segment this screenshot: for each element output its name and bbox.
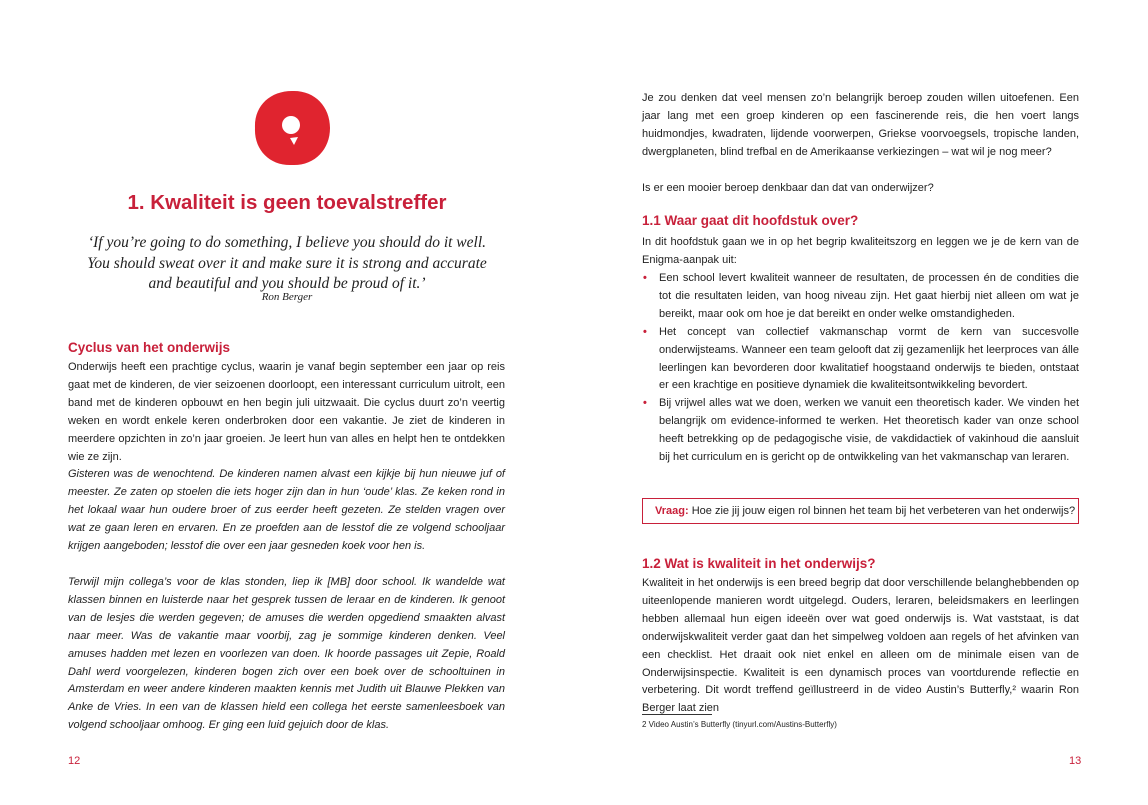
- epigraph-quote: ‘If you’re going to do something, I believe you should do it well. You should sweat over it and make sure it is strong and accurate and beautiful and you should be proud of it.’: [87, 234, 487, 292]
- page-number-left: 12: [68, 755, 81, 767]
- question-label: Vraag:: [655, 505, 689, 517]
- heading-1-2: 1.2 Wat is kwaliteit in het onderwijs?: [642, 556, 876, 571]
- paragraph-walk-through-school: Terwijl mijn collega’s voor de klas stonden, liep ik [MB] door school. Ik wandelde wat klassen binnen en luisterde naar het gesprek tussen de leraar en de kinderen. Ik genoot van de lesjes die werden gegeven; de amuses die werden opgediend smaakten alvast naar meer. Was de vakantie maar voorbij, zag je sommige kinderen denken. Veel amuses hadden met lezen en voorlezen van doen. Ik hoorde passages uit Zepie, Roald Dahl werd voorgelezen, kinderen bogen zich over een boek over de schooltuinen in Amsterdam en weer andere kinderen maakten kennis met Judith uit Blauwe Plekken van Anke de Vries. In een van de klassen hield een collega het eerste samenleesboek van volgend schooljaar omhoog. Er ging een luid gejuich door de klas.: [68, 576, 505, 732]
- footnote-divider: [642, 714, 712, 715]
- bullet-icon: •: [643, 397, 647, 410]
- question-box: [642, 498, 1079, 524]
- paragraph-wenochtend: Gisteren was de wenochtend. De kinderen namen alvast een kijkje bij hun nieuwe juf of meester. Ze zaten op stoelen die iets hoger zijn dan in hun ‘oude’ klas. Ze keken rond in het lokaal waar hun oudere broer of zus eerder heeft gezeten. Ze stelden vragen over wat ze gaan leren en ervaren. En ze proefden aan de lesstof die ze volgend schooljaar krijgen aangeboden; lesstof die over een jaar gesneden koek voor hen is.: [68, 468, 505, 552]
- bullet-icon: •: [643, 272, 647, 284]
- bullet-icon: •: [643, 325, 647, 338]
- enigma-logo-icon: [252, 88, 332, 168]
- page-number-right: 13: [1069, 755, 1082, 767]
- paragraph-question-profession: Is er een mooier beroep denkbaar dan dat van onderwijzer?: [642, 182, 934, 194]
- epigraph-author: Ron Berger: [261, 291, 313, 303]
- kernpunten-list: [642, 270, 1079, 467]
- right-page: [574, 0, 1148, 805]
- paragraph-cycle: Onderwijs heeft een prachtige cyclus, waarin je vanaf begin september een jaar op reis gaat met de kinderen, de vier seizoenen doorloopt, een interessant curriculum uitrolt, een band met de kinderen opbouwt en hen begin juli uitzwaait. Die cyclus duurt zo’n veertig weken en wordt enkele keren onderbroken door een vakantie. Je ziet de kinderen in meerdere opzichten in zo’n jaar groeien. Je leert hun van alles en helpt hen te ontdekken wie ze zijn.: [68, 361, 505, 463]
- footnote: 2 Video Austin’s Butterfly (tinyurl.com/Austins-Butterfly): [642, 720, 837, 729]
- list-item: • Het concept van collectief vakmanschap vormt de kern van succesvolle onderwijsteams. Wanneer een team gelooft dat zij gezamenlijk het leerproces van álle leerlingen kan bevorderen door kwalitatief hoogstaand onderwijs te bieden, ontstaat er een krachtige en positieve dynamiek die kwaliteitsontwikkeling bevordert.: [643, 325, 1079, 392]
- chapter-title: 1. Kwaliteit is geen toevalstreffer: [127, 191, 447, 214]
- section-heading: Cyclus van het onderwijs: [68, 340, 231, 355]
- list-item: • Een school levert kwaliteit wanneer de resultaten, de processen én de condities die tot die resultaten leiden, van hoog niveau zijn. Het gaat hierbij niet alleen om wat je bereikt, maar ook om hoe je dat bereikt en onder welke omstandigheden.: [643, 272, 1079, 320]
- question-text: Hoe zie jij jouw eigen rol binnen het team bij het verbeteren van het onderwijs?: [691, 505, 1076, 517]
- heading-1-1: 1.1 Waar gaat dit hoofdstuk over?: [642, 213, 859, 228]
- list-item: • Bij vrijwel alles wat we doen, werken we vanuit een theoretisch kader. We vinden het belangrijk om evidence-informed te werken. Het theoretisch kader van onze school heeft betrekking op de pedagogische visie, de vakdidactiek of vakinhoud die aansluit bij het curriculum en is gericht op de ontwikkeling van het vakmanschap van leraren.: [643, 397, 1079, 464]
- paragraph-quality: Kwaliteit in het onderwijs is een breed begrip dat door verschillende belanghebbenden op uiteenlopende manieren wordt uitgelegd. Ouders, leraren, beleidsmakers en leerlingen hebben allemaal hun eigen ideeën over wat goed onderwijs is. Wat vaststaat, is dat onderwijskwaliteit verder gaat dan het simpelweg voldoen aan regels of het afvinken van een checklist. Het draait ook niet enkel en alleen om de minimale eisen van de Onderwijsinspectie. Kwaliteit is een dynamisch proces van voortdurende reflectie en verbetering. Dit wordt treffend geïllustreerd in de video Austin’s Butterfly,² waarin Ron Berger laat zien: [642, 577, 1079, 715]
- intro-1-1: In dit hoofdstuk gaan we in op het begrip kwaliteitszorg en leggen we je de kern van de Enigma-aanpak uit:: [642, 236, 1079, 266]
- paragraph-profession: Je zou denken dat veel mensen zo’n belangrijk beroep zouden willen uitoefenen. Een jaar lang met een groep kinderen op een fascinerende reis, die hen voert langs huidmondjes, kwadraten, lijdende voorwerpen, Griekse voorvoegsels, tropische landen, dwergplaneten, blind trefbal en de Amerikaanse verkiezingen – wat wil je nog meer?: [642, 92, 1079, 158]
